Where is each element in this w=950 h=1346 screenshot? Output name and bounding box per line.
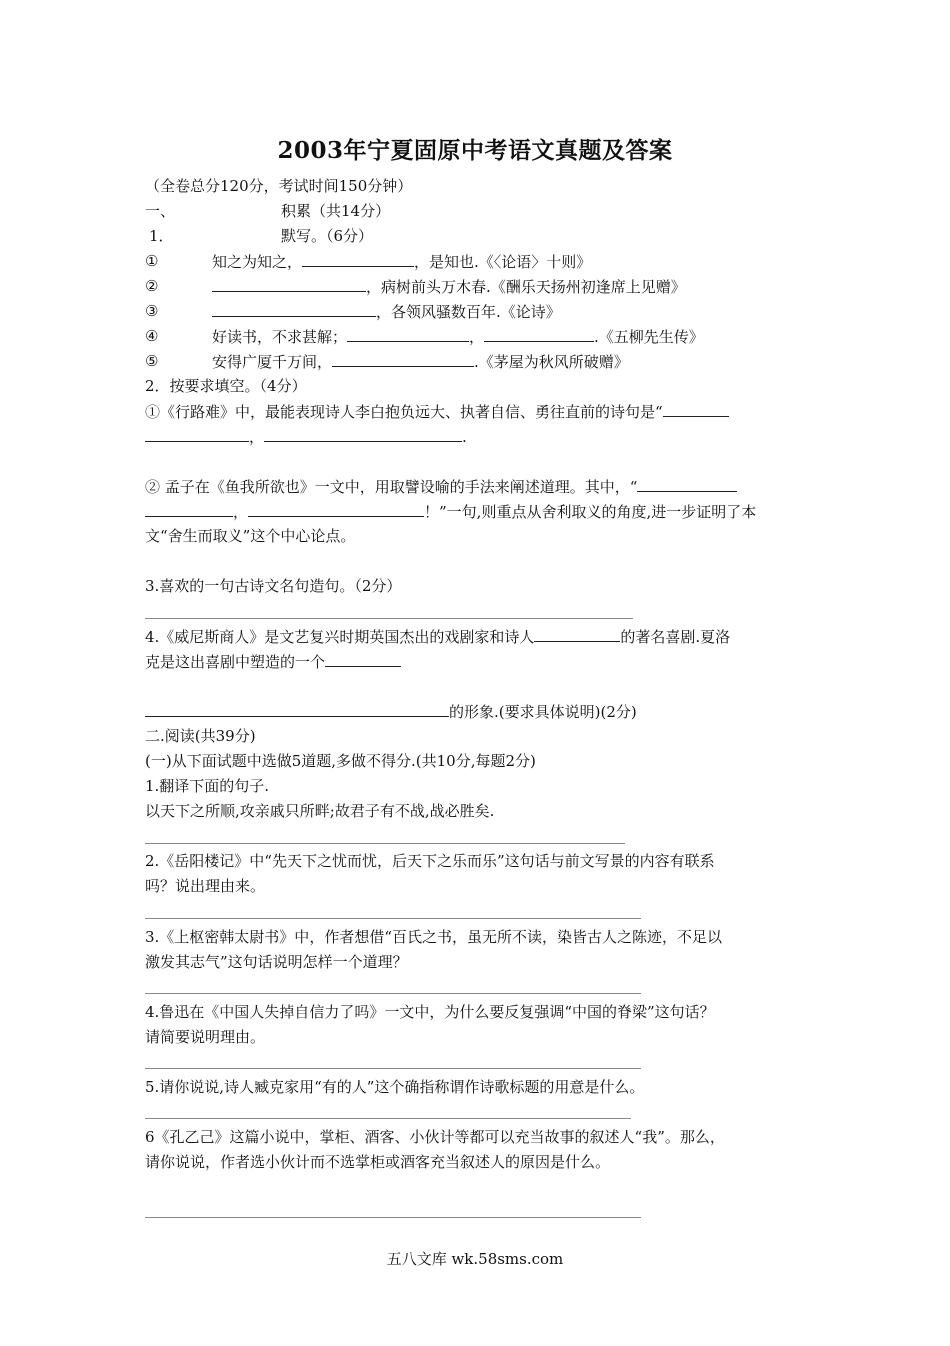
r-q6-line1: 6《孔乙己》这篇小说中，掌柜、酒客、小伙计等都可以充当故事的叙述人“我”。那么， bbox=[145, 1128, 725, 1146]
r-q6-line2: 请你说说，作者选小伙计而不选掌柜或酒客充当叙述人的原因是什么。 bbox=[145, 1153, 611, 1171]
q2b-text: ② 孟子在《鱼我所欲也》一文中，用取譬设喻的手法来阐述道理。其中，“ bbox=[145, 478, 638, 496]
r-q1-label: 1.翻译下面的句子. bbox=[145, 777, 270, 795]
q2b-blank-2[interactable] bbox=[248, 501, 424, 517]
q2a-comma: ， bbox=[249, 428, 265, 446]
dictation-item-1 bbox=[212, 251, 591, 272]
item-4-after: .《五柳先生传》 bbox=[594, 328, 704, 346]
blank-5[interactable] bbox=[332, 351, 474, 367]
item-mark-5: ⑤ bbox=[145, 352, 159, 370]
q3-answer-line[interactable] bbox=[145, 618, 633, 619]
blank-3[interactable] bbox=[212, 301, 376, 317]
q4-line1-before: 4.《威尼斯商人》是文艺复兴时期英国杰出的戏剧家和诗人 bbox=[145, 628, 535, 646]
q4-line1-after: 的著名喜剧.夏洛 bbox=[620, 628, 731, 646]
r-q4-line1: 4.鲁迅在《中国人失掉自信力了吗》一文中，为什么要反复强调“中国的脊梁”这句话？ bbox=[145, 1003, 715, 1021]
r-q1-text: 以天下之所顺,攻亲戚只所畔;故君子有不战,战必胜矣. bbox=[145, 802, 495, 820]
dictation-item-4 bbox=[212, 326, 704, 347]
q2a-blank-1[interactable] bbox=[145, 426, 249, 442]
item-1-before: 知之为知之， bbox=[212, 253, 303, 271]
r-q5-line1: 5.请你说说,诗人臧克家用“有的人”这个确指称谓作诗歌标题的用意是什么。 bbox=[145, 1078, 645, 1096]
q4-blank-image-a[interactable] bbox=[325, 651, 401, 667]
r-q1-answer-line[interactable] bbox=[145, 843, 625, 844]
blank-4b[interactable] bbox=[484, 326, 594, 342]
q4-line2 bbox=[145, 651, 401, 672]
r-q3-answer-line[interactable] bbox=[145, 993, 641, 994]
q2b-line2 bbox=[145, 501, 756, 522]
q1-number: 1． bbox=[149, 227, 174, 245]
q2b-line2-end: ！”一句,则重点从舍利取义的角度,进一步证明了本 bbox=[424, 503, 757, 521]
q1-label: 默写。（6分） bbox=[281, 227, 374, 245]
item-1-after: ，是知也.《〈论语〉十则》 bbox=[414, 253, 592, 271]
q2a-blank-2[interactable] bbox=[264, 426, 462, 442]
q2b-blank-start[interactable] bbox=[637, 476, 737, 492]
blank-4a[interactable] bbox=[347, 326, 469, 342]
q2a-text: ①《行路难》中，最能表现诗人李白抱负远大、执著自信、勇往直前的诗句是“ bbox=[145, 403, 663, 421]
exam-info: （全卷总分120分，考试时间150分钟） bbox=[145, 177, 413, 195]
q4-blank-image-b[interactable] bbox=[145, 701, 449, 717]
dictation-item-5 bbox=[212, 351, 629, 372]
r-q2-line1: 2.《岳阳楼记》中“先天下之忧而忧，后天下之乐而乐”这句话与前文写景的内容有联系 bbox=[145, 852, 715, 870]
item-2-after: ，病树前头万木春.《酬乐天扬州初逢席上见赠》 bbox=[366, 278, 686, 296]
r-q4-line2: 请简要说明理由。 bbox=[145, 1028, 266, 1046]
dictation-item-2 bbox=[212, 276, 686, 297]
q2a-end: . bbox=[462, 428, 467, 446]
item-mark-3: ③ bbox=[145, 302, 159, 320]
q4-line3-after: 的形象.(要求具体说明)(2分) bbox=[449, 703, 637, 721]
q2-label: 2．按要求填空。（4分） bbox=[145, 377, 307, 395]
item-3-after: ，各领风骚数百年.《论诗》 bbox=[376, 303, 561, 321]
item-mark-1: ① bbox=[145, 252, 159, 270]
q4-line1 bbox=[145, 626, 730, 647]
r-q2-line2: 吗？说出理由来。 bbox=[145, 877, 266, 895]
r-q6-answer-line[interactable] bbox=[145, 1217, 641, 1218]
r-q2-answer-line[interactable] bbox=[145, 918, 641, 919]
q4-line2-text: 克是这出喜剧中塑造的一个 bbox=[145, 653, 326, 671]
blank-1[interactable] bbox=[302, 251, 414, 267]
q2a-blank-start[interactable] bbox=[663, 401, 729, 417]
item-4-before: 好读书，不求甚解； bbox=[212, 328, 348, 346]
q2b-comma: ， bbox=[233, 503, 249, 521]
item-5-after: .《茅屋为秋风所破赠》 bbox=[474, 353, 629, 371]
blank-2[interactable] bbox=[212, 276, 366, 292]
q2b-line3: 文“舍生而取义”这个中心论点。 bbox=[145, 527, 356, 545]
section1-heading: 积累（共14分） bbox=[281, 202, 391, 220]
r-q3-line1: 3.《上枢密韩太尉书》中，作者想借“百氏之书，虽无所不读，染皆古人之陈迹，不足以 bbox=[145, 928, 722, 946]
page-title: 2003年宁夏固原中考语文真题及答案 bbox=[277, 137, 673, 164]
item-mark-2: ② bbox=[145, 277, 159, 295]
q2b-blank-1[interactable] bbox=[145, 501, 233, 517]
r-q5-answer-line[interactable] bbox=[145, 1118, 631, 1119]
r-q4-answer-line[interactable] bbox=[145, 1068, 641, 1069]
item-mark-4: ④ bbox=[145, 327, 159, 345]
q4-line3 bbox=[145, 701, 637, 722]
page-footer: 五八文库 wk.58sms.com bbox=[386, 1250, 564, 1268]
section1-number: 一、 bbox=[145, 202, 176, 220]
item-4-middle: ， bbox=[469, 328, 485, 346]
section2-heading: 二.阅读(共39分) bbox=[145, 727, 256, 745]
q2a-line2 bbox=[145, 426, 467, 447]
r-q3-line2: 激发其志气”这句话说明怎样一个道理？ bbox=[145, 953, 408, 971]
item-5-before: 安得广厦千万间， bbox=[212, 353, 333, 371]
q3-label: 3.喜欢的一句古诗文名句造句。（2分） bbox=[145, 577, 402, 595]
part1-intro: (一)从下面试题中选做5道题,多做不得分.(共10分,每题2分) bbox=[145, 752, 536, 770]
dictation-item-3 bbox=[212, 301, 561, 322]
q2b-line1 bbox=[145, 476, 737, 497]
q2a-line1 bbox=[145, 401, 729, 422]
q4-blank-playwright[interactable] bbox=[534, 626, 620, 642]
